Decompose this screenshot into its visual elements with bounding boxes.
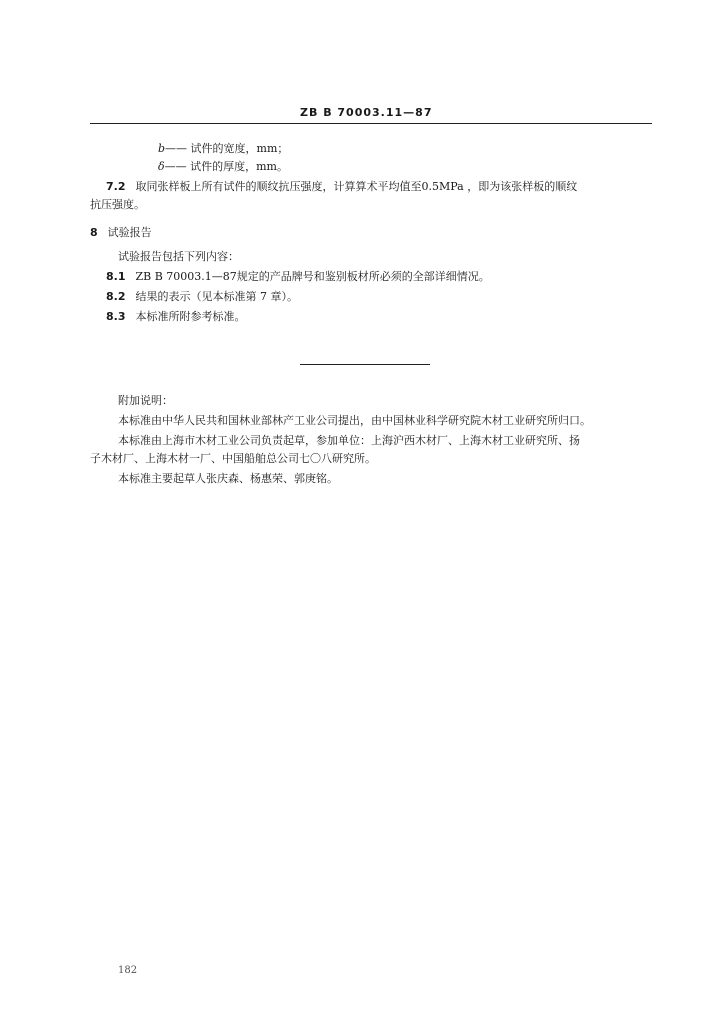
notes-paragraph-2-line1: 本标准由上海市木材工业公司负责起草，参加单位：上海沪西木材厂、上海木材工业研究所、扬	[118, 434, 580, 447]
standard-number-header: ZB B 70003.11—87	[300, 106, 433, 119]
section-7-2-text: 取同张样板上所有试件的顺纹抗压强度，计算算术平均值至0.5MPa ，即为该张样板的顺纹	[135, 180, 578, 193]
section-7-2-line2: 抗压强度。	[90, 198, 145, 211]
symbol-b: b	[158, 142, 166, 155]
formula-def-b	[158, 142, 288, 156]
notes-paragraph-2-line2: 子木材厂、上海木材一厂、中国船舶总公司七〇八研究所。	[90, 452, 376, 465]
section-8-intro: 试验报告包括下列内容：	[118, 250, 239, 263]
page-number: 182	[118, 965, 138, 976]
section-8-3-text: 本标准所附参考标准。	[135, 310, 246, 323]
formula-def-delta	[158, 160, 288, 174]
section-divider	[300, 364, 430, 365]
section-8-2-number: 8.2	[106, 290, 126, 303]
notes-paragraph-3: 本标准主要起草人张庆森、杨惠荣、郭庚铭。	[118, 472, 338, 485]
notes-paragraph-1: 本标准由中华人民共和国林业部林产工业公司提出，由中国林业科学研究院木材工业研究所归口。	[118, 414, 591, 427]
header-rule	[90, 123, 652, 124]
section-7-2-number: 7.2	[106, 180, 126, 193]
section-8-1-text: ZB B 70003.1—87规定的产品牌号和鉴别板材所必须的全部详细情况。	[135, 270, 490, 283]
section-8-1-number: 8.1	[106, 270, 126, 283]
section-8-2-text: 结果的表示（见本标准第 7 章）。	[135, 290, 298, 303]
symbol-delta: δ	[158, 160, 165, 173]
section-7-2-line1	[106, 180, 577, 194]
section-8-title: 试验报告	[107, 226, 152, 239]
section-8-2	[106, 290, 298, 304]
section-8-3	[106, 310, 246, 324]
section-8-3-number: 8.3	[106, 310, 126, 323]
formula-def-delta-text: —— 试件的厚度，mm。	[164, 160, 288, 173]
section-8-1	[106, 270, 490, 284]
section-8-number: 8	[90, 226, 98, 239]
section-8-heading	[90, 226, 152, 240]
notes-title: 附加说明：	[118, 394, 173, 407]
formula-def-b-text: —— 试件的宽度，mm；	[165, 142, 289, 155]
